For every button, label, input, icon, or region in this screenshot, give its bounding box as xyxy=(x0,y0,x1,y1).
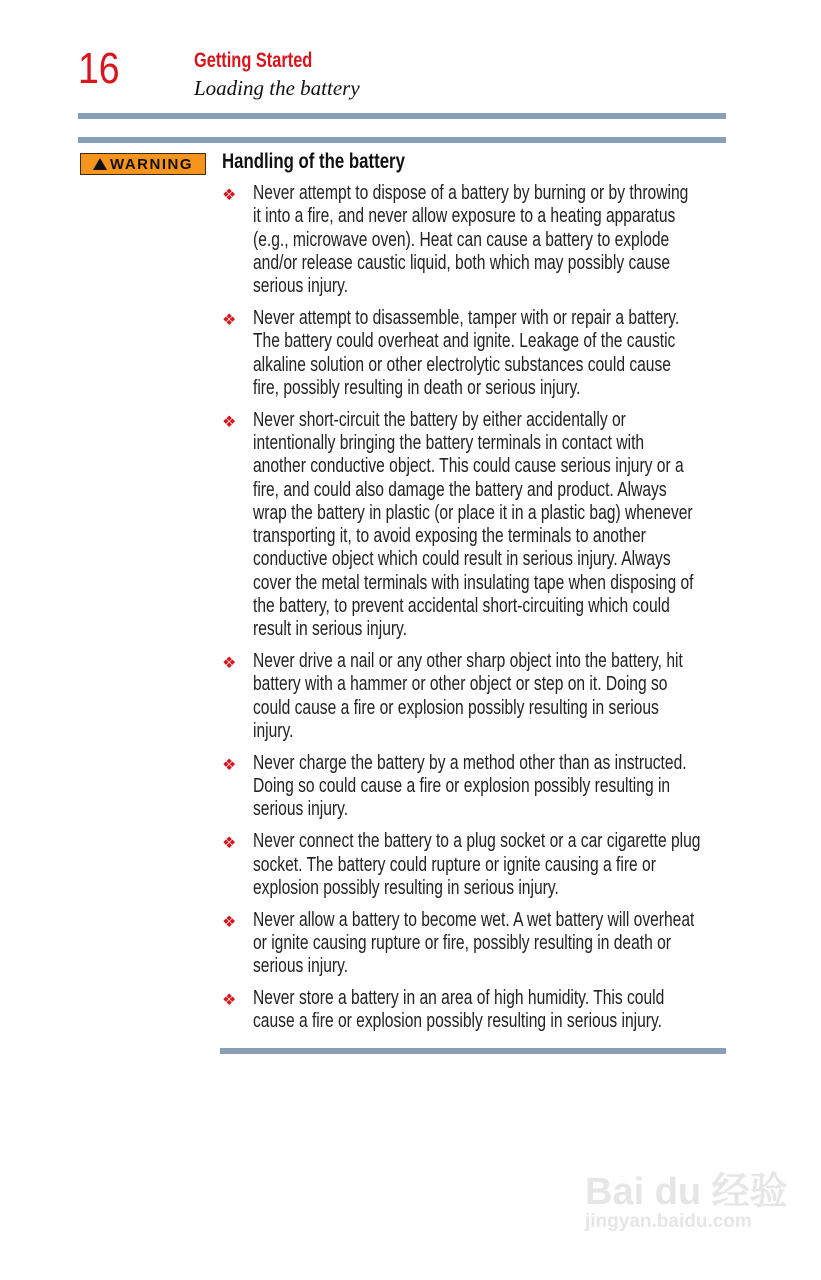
watermark xyxy=(585,1160,788,1233)
bullet-text-line: Never connect the battery to a plug socket or a car cigarette plug xyxy=(253,830,701,853)
page-number: 16 xyxy=(78,44,120,93)
bullet-text-line: socket. The battery could rupture or ignite causing a fire or xyxy=(253,853,656,876)
bullet-text-line: explosion possibly resulting in serious injury. xyxy=(253,876,559,899)
bullet-diamond-icon: ❖ xyxy=(222,756,237,774)
bullet-text-line: serious injury. xyxy=(253,798,349,821)
bullet-text-line: fire, possibly resulting in death or serious injury. xyxy=(253,376,581,399)
bullet-diamond-icon: ❖ xyxy=(222,655,237,673)
bullet-diamond-icon: ❖ xyxy=(222,913,237,931)
bullet-text-line: alkaline solution or other electrolytic substances could cause xyxy=(253,353,671,376)
list-item xyxy=(222,830,742,900)
bullet-text-line: intentionally bringing the battery terminals in contact with xyxy=(253,431,645,454)
list-item xyxy=(222,909,742,979)
bullet-diamond-icon: ❖ xyxy=(222,992,237,1009)
bullet-text-line: injury. xyxy=(253,720,294,743)
bullet-text-line: battery with a hammer or other object or step on it. Doing so xyxy=(253,673,668,696)
bullet-text-line: transporting it, to avoid exposing the terminals to another xyxy=(253,525,646,548)
bullet-text-line: or ignite causing rupture or fire, possibly resulting in death or xyxy=(253,931,671,954)
warning-heading: Handling of the battery xyxy=(222,150,405,173)
header-rule xyxy=(78,113,726,119)
list-item xyxy=(222,987,742,1034)
bullet-text-line: Never drive a nail or any other sharp object into the battery, hit xyxy=(253,650,683,673)
warning-label: WARNING xyxy=(110,155,193,173)
bullet-text-line: fire, and could also damage the battery and product. Always xyxy=(253,478,667,501)
bullet-text-line: another conductive object. This could cause serious injury or a xyxy=(253,455,684,478)
list-item xyxy=(222,182,742,298)
warning-badge xyxy=(80,153,206,175)
bullet-text-line: conductive object which could result in serious injury. Always xyxy=(253,548,671,571)
bullet-diamond-icon: ❖ xyxy=(222,413,237,431)
bullet-text-line: result in serious injury. xyxy=(253,618,408,641)
bullet-text-line: serious injury. xyxy=(253,955,349,978)
bullet-text-line: Never short-circuit the battery by either accidentally or xyxy=(253,408,626,431)
bullet-text-line: (e.g., microwave oven). Heat can cause a battery to explode xyxy=(253,228,670,251)
bullet-diamond-icon: ❖ xyxy=(222,187,237,204)
list-item xyxy=(222,752,742,822)
bullet-text-line: wrap the battery in plastic (or place it in a plastic bag) whenever xyxy=(253,501,693,524)
bullet-text-line: it into a fire, and never allow exposure to a heating apparatus xyxy=(253,205,676,228)
chapter-title: Getting Started xyxy=(194,49,313,72)
bullet-list xyxy=(222,182,742,1042)
bullet-diamond-icon: ❖ xyxy=(222,835,237,853)
watermark-brand: Bai du 经验 xyxy=(585,1171,788,1213)
bullet-text-line: Never attempt to disassemble, tamper with or repair a battery. xyxy=(253,306,680,329)
bullet-text-line: Doing so could cause a fire or explosion possibly resulting in xyxy=(253,775,671,798)
list-item xyxy=(222,409,742,642)
bullet-text-line: Never charge the battery by a method other than as instructed. xyxy=(253,751,687,774)
watermark-url: jingyan.baidu.com xyxy=(585,1211,752,1232)
bullet-text-line: and/or release caustic liquid, both which may possibly cause xyxy=(253,251,671,274)
section-rule-bottom xyxy=(220,1048,726,1054)
list-item xyxy=(222,307,742,400)
section-rule-top xyxy=(78,137,726,143)
bullet-text-line: Never allow a battery to become wet. A wet battery will overheat xyxy=(253,908,695,931)
bullet-text-line: could cause a fire or explosion possibly resulting in serious xyxy=(253,696,659,719)
bullet-text-line: cover the metal terminals with insulating tape when disposing of xyxy=(253,571,694,594)
bullet-text-line: the battery, to prevent accidental short-circuiting which could xyxy=(253,595,670,618)
bullet-text-line: Never store a battery in an area of high humidity. This could xyxy=(253,987,665,1009)
section-title: Loading the battery xyxy=(194,76,360,100)
bullet-text-line: cause a fire or explosion possibly resulting in serious injury. xyxy=(253,1010,662,1033)
list-item xyxy=(222,650,742,743)
bullet-diamond-icon: ❖ xyxy=(222,311,237,329)
warning-triangle-icon xyxy=(93,158,107,170)
bullet-text-line: Never attempt to dispose of a battery by burning or by throwing xyxy=(253,182,689,204)
bullet-text-line: serious injury. xyxy=(253,275,349,298)
bullet-text-line: The battery could overheat and ignite. Leakage of the caustic xyxy=(253,330,676,353)
